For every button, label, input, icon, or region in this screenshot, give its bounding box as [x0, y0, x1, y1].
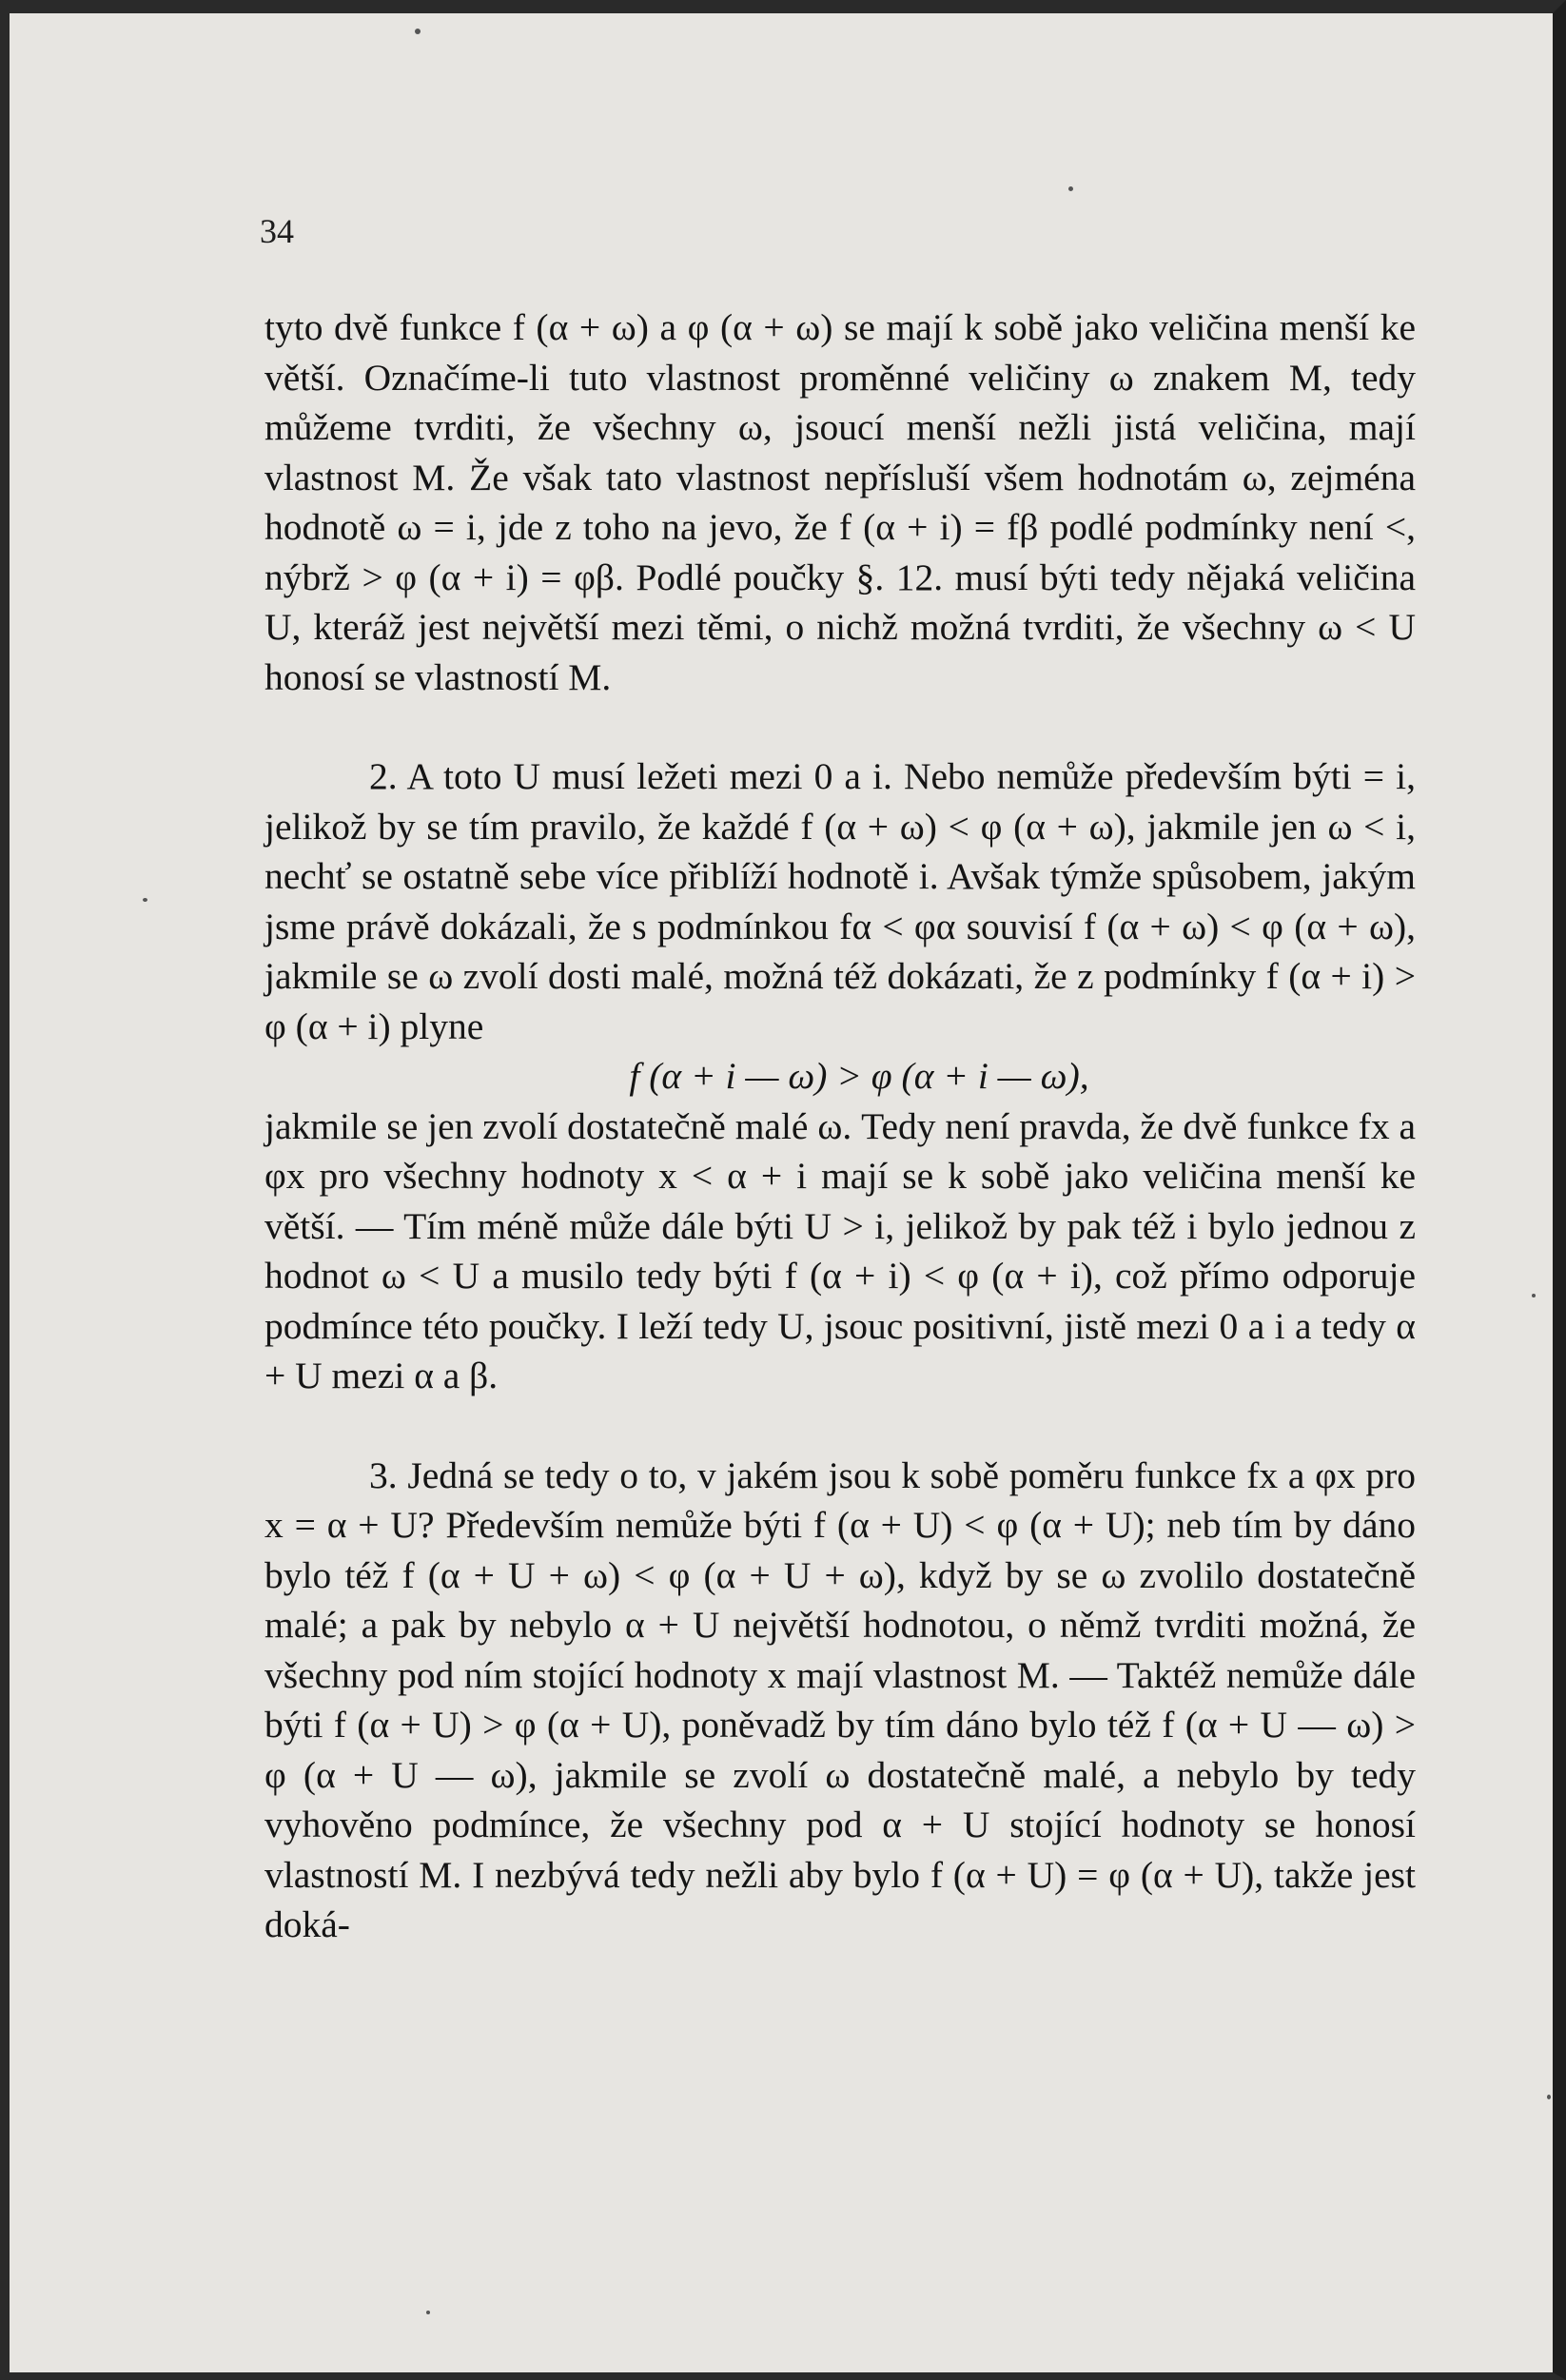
scan-speck: [415, 29, 421, 34]
displayed-formula: f (α + i — ω) > φ (α + i — ω),: [629, 1055, 1089, 1097]
paragraph-section-3: 3. Jedná se tedy o to, v jakém jsou k sobě poměru funkce fx a φx pro x = α + U? Především nemůže býti f (α + U) < φ (α + U); neb tím by dáno bylo též f (α + U + ω) < φ (α + U + ω), když by se ω zvolilo dostatečně malé; a pak by nebylo α + U největší hodnotou, o němž tvrditi možná, že všechny pod ním stojící hodnoty x mají vlastnost M. — Taktéž nemůže dále býti f (α + U) > φ (α + U), poněvadž by tím dáno bylo též f (α + U — ω) > φ (α + U — ω), jakmile se zvolí ω dostatečně malé, a nebylo by tedy vyhověno podmínce, že všechny pod α + U stojící hodnoty se honosí vlastností M. I nezbývá tedy nežli aby bylo f (α + U) = φ (α + U), takže jest doká-: [264, 1453, 1416, 1945]
scan-speck: [1532, 1294, 1536, 1297]
page-number: 34: [260, 212, 294, 250]
scan-speck: [1068, 186, 1073, 191]
scan-speck: [1547, 2095, 1551, 2099]
scan-speck: [143, 898, 147, 902]
paragraph-continuation: tyto dvě funkce f (α + ω) a φ (α + ω) se mají k sobě jako veličina menší ke větší. Označíme-li tuto vlastnost proměnné veličiny ω znakem M, tedy můžeme tvrditi, že všechny ω, jsoucí menší nežli jistá veličina, mají vlastnost M. Že však tato vlastnost nepřísluší všem hodnotám ω, zejména hodnotě ω = i, jde z toho na jevo, že f (α + i) = fβ podlé podmínky není <, nýbrž > φ (α + i) = φβ. Podlé poučky §. 12. musí býti tedy nějaká veličina U, kteráž jest největší mezi těmi, o nichž možná tvrditi, že všechny ω < U honosí se vlastností M.: [264, 306, 1416, 698]
scan-speck: [426, 2311, 430, 2314]
page-body: [264, 302, 1416, 1950]
paragraph-section-2: 2. A toto U musí ležeti mezi 0 a i. Nebo nemůže především býti = i, jelikož by se tím pravilo, že každé f (α + ω) < φ (α + ω), jakmile jen ω < i, nechť se ostatně sebe více přiblíží hodnotě i. Avšak týmže spůsobem, jakým jsme právě dokázali, že s podmínkou fα < φα souvisí f (α + ω) < φ (α + ω), jakmile se ω zvolí dosti malé, možná též dokázati, že z podmínky f (α + i) > φ (α + i) plyne: [264, 755, 1416, 1047]
paragraph-section-2-continued: jakmile se jen zvolí dostatečně malé ω. Tedy není pravda, že dvě funkce fx a φx pro všechny hodnoty x < α + i mají se k sobě jako veličina menší ke větší. — Tím méně může dále býti U > i, jelikož by pak též i bylo jednou z hodnot ω < U a musilo tedy býti f (α + i) < φ (α + i), což přímo odporuje podmínce této poučky. I leží tedy U, jsouc positivní, jistě mezi 0 a i a tedy α + U mezi α a β.: [264, 1104, 1416, 1396]
